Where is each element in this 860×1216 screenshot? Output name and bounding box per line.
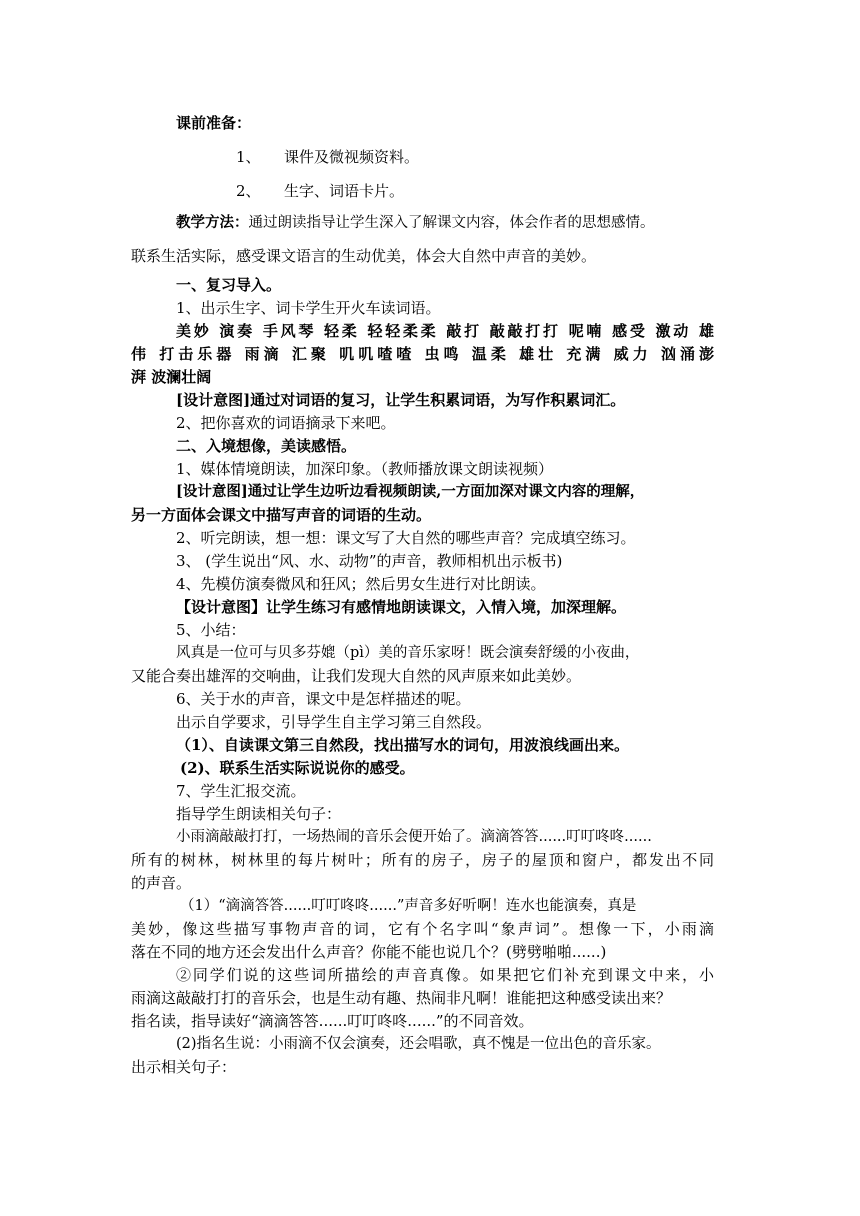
vocab-words-line-1: 美妙 演奏 手风琴 轻柔 轻轻柔柔 敲打 敲敲打打 呢喃 感受 激动 雄	[176, 322, 714, 340]
self-study-instruction: 出示自学要求，引导学生自主学习第三自然段。	[176, 713, 492, 731]
part2-step-7: 7、学生汇报交流。	[176, 782, 306, 800]
point-3-line-1: (2)指名生说：小雨滴不仅会演奏，还会唱歌，真不愧是一位出色的音乐家。	[176, 1036, 661, 1052]
point-2-line-1: ②同学们说的这些词所描绘的声音真像。如果把它们补充到课文中来，小	[176, 966, 714, 984]
design-intent-3: 【设计意图】让学生练习有感情地朗读课文，入情入境，加深理解。	[176, 598, 627, 616]
part2-step-2: 2、听完朗读，想一想：课文写了大自然的哪些声音？完成填空练习。	[176, 529, 636, 547]
quote-line-3: 的声音。	[131, 874, 192, 892]
part2-step-1: 1、媒体情境朗读，加深印象。（教师播放课文朗读视频）	[176, 460, 554, 478]
point-1-line-1: （1）“滴滴答答......叮叮咚咚......”声音多好听啊！连水也能演奏，真是	[180, 898, 637, 914]
prep-heading: 课前准备：	[176, 114, 252, 132]
prep-item-1-number: 1、	[236, 148, 261, 166]
part2-step-6: 6、关于水的声音，课文中是怎样描述的呢。	[176, 690, 471, 708]
summary-line-2: 又能合奏出雄浑的交响曲，让我们发现大自然的风声原来如此美妙。	[131, 667, 582, 685]
point-1-line-3: 落在不同的地方还会发出什么声音？你能不能也说几个？(劈劈啪啪......)	[131, 943, 607, 961]
quote-line-1: 小雨滴敲敲打打，一场热闹的音乐会便开始了。滴滴答答......叮叮咚咚......	[176, 829, 652, 845]
design-intent-2-line-2: 另一方面体会课文中描写声音的词语的生动。	[131, 506, 432, 524]
part2-heading: 二、入境想像，美读感悟。	[176, 437, 357, 455]
prep-item-1-text: 课件及微视频资料。	[284, 148, 420, 166]
vocab-words-line-3: 湃 波澜壮阔	[131, 368, 212, 386]
prep-item-2-number: 2、	[236, 182, 261, 200]
part2-step-5: 5、小结：	[176, 621, 246, 639]
design-intent-2-line-1: [设计意图]通过让学生边听边看视频朗读,一方面加深对课文内容的理解，	[176, 483, 645, 500]
method-label: 教学方法：	[176, 214, 249, 231]
method-line-2: 联系生活实际，感受课文语言的生动优美，体会大自然中声音的美妙。	[131, 247, 597, 265]
point-2-line-2: 雨滴这敲敲打打的音乐会，也是生动有趣、热闹非凡啊！谁能把这种感受读出来？	[131, 989, 672, 1007]
self-study-requirement-2: (2)、联系生活实际说说你的感受。	[180, 759, 415, 777]
design-intent-1: [设计意图]通过对词语的复习，让学生积累词语，为写作积累词汇。	[176, 391, 626, 409]
part1-step-2: 2、把你喜欢的词语摘录下来吧。	[176, 414, 396, 432]
quote-line-2: 所有的树林，树林里的每片树叶；所有的房子，房子的屋顶和窗户，都发出不同	[131, 851, 714, 869]
self-study-requirement-1: （1）、自读课文第三自然段，找出描写水的词句，用波浪线画出来。	[176, 736, 629, 754]
point-3-line-2: 出示相关句子：	[131, 1058, 237, 1076]
reading-guide: 指导学生朗读相关句子：	[176, 805, 342, 823]
part2-step-3: 3、 (学生说出“风、水、动物”的声音，教师相机出示板书)	[176, 552, 563, 570]
part1-step-1: 1、出示生字、词卡学生开火车读词语。	[176, 299, 441, 317]
part1-heading: 一、复习导入。	[176, 276, 282, 294]
summary-line-1: 风真是一位可与贝多芬媲（pì）美的音乐家呀！既会演奏舒缓的小夜曲，	[176, 645, 640, 661]
point-2-line-3: 指名读，指导读好“滴滴答答......叮叮咚咚......”的不同音效。	[131, 1012, 534, 1030]
method-line-1	[176, 213, 655, 233]
point-1-line-2: 美妙，像这些描写事物声音的词，它有个名字叫“象声词”。想像一下，小雨滴	[131, 920, 714, 938]
method-text-1: 通过朗读指导让学生深入了解课文内容，体会作者的思想感情。	[248, 215, 655, 231]
vocab-words-line-2: 伟 打击乐器 雨滴 汇聚 叽叽喳喳 虫鸣 温柔 雄壮 充满 威力 汹涌澎	[131, 345, 714, 363]
prep-item-2-text: 生字、词语卡片。	[284, 182, 405, 200]
part2-step-4: 4、先模仿演奏微风和狂风；然后男女生进行对比朗读。	[176, 575, 546, 593]
